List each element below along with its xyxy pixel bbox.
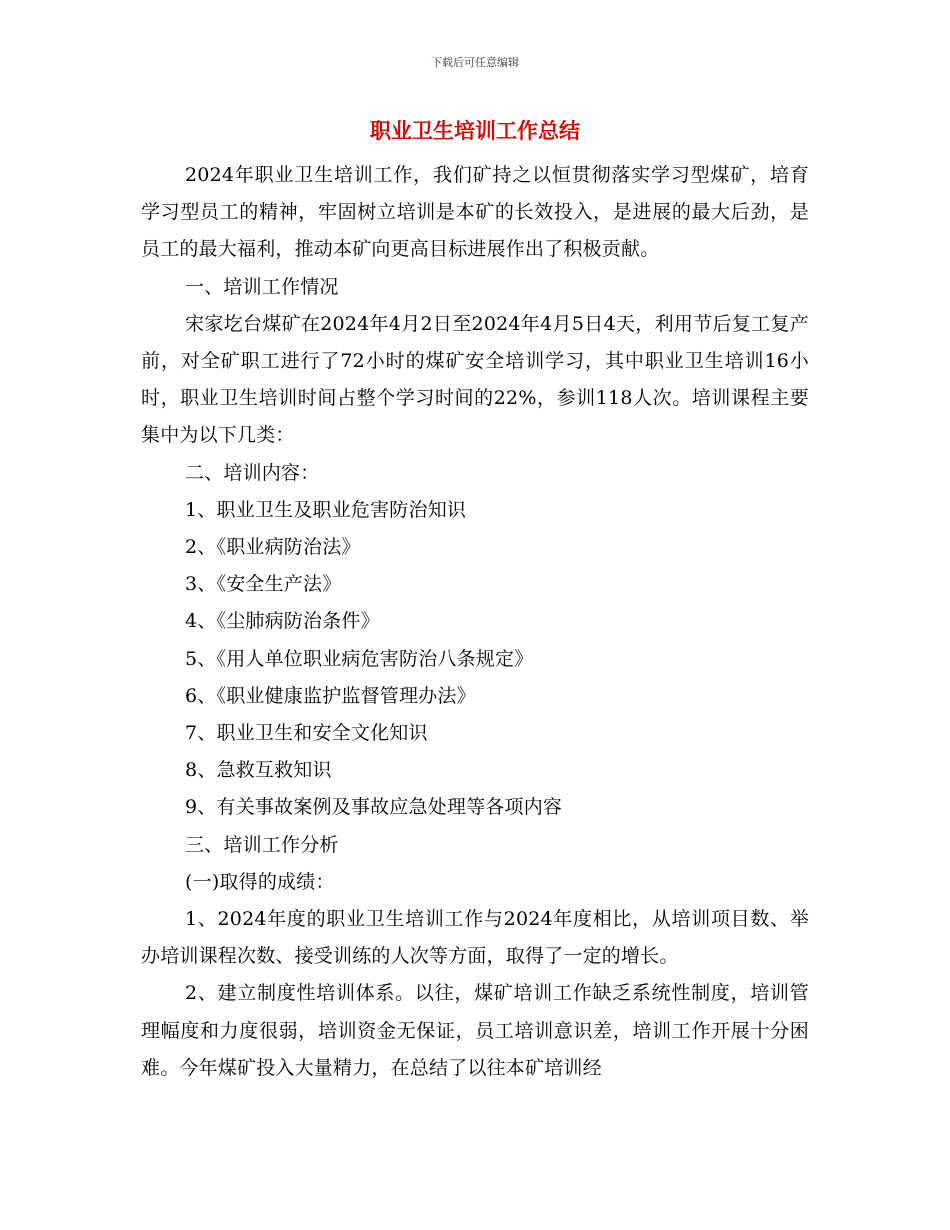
header-note: 下载后可任意编辑: [431, 56, 519, 69]
section-heading-2: 二、培训内容：: [185, 461, 320, 484]
paragraph-intro: 2024年职业卫生培训工作，我们矿持之以恒贯彻落实学习型煤矿，培育学习型员工的精神，牢固树立培训是本矿的长效投入，是进展的最大后劲，是员工的最大福利，推动本矿向更高目标进展作出了积极贡献。: [141, 164, 809, 261]
paragraph-achievement-1: 1、2024年度的职业卫生培训工作与2024年度相比，从培训项目数、举办培训课程次数、接受训练的人次等方面，取得了一定的增长。: [141, 908, 809, 968]
paragraph-training-status: 宋家圪台煤矿在2024年4月2日至2024年4月5日4天，利用节后复工复产前，对全矿职工进行了72小时的煤矿安全培训学习，其中职业卫生培训16小时，职业卫生培训时间占整个学习时间的22%，参训118人次。培训课程主要集中为以下几类：: [141, 312, 809, 447]
list-item: 4、《尘肺病防治条件》: [185, 610, 380, 633]
list-item: 3、《安全生产法》: [185, 573, 342, 596]
list-item: 8、急救互救知识: [185, 759, 332, 782]
list-item: 2、《职业病防治法》: [185, 536, 361, 559]
section-heading-1: 一、培训工作情况: [185, 275, 339, 298]
list-item: 7、职业卫生和安全文化知识: [185, 722, 428, 745]
document-body: [141, 157, 809, 1087]
list-item: 6、《职业健康监护监督管理办法》: [185, 684, 476, 707]
document-title: 职业卫生培训工作总结: [370, 119, 580, 143]
paragraph-achievement-2: 2、建立制度性培训体系。以往，煤矿培训工作缺乏系统性制度，培训管理幅度和力度很弱，培训资金无保证，员工培训意识差，培训工作开展十分困难。今年煤矿投入大量精力，在总结了以往本矿培训经: [141, 982, 809, 1079]
list-item: 5、《用人单位职业病危害防治八条规定》: [185, 647, 534, 670]
section-heading-3: 三、培训工作分析: [185, 833, 339, 856]
list-item: 1、职业卫生及职业危害防治知识: [185, 498, 467, 521]
list-item: 9、有关事故案例及事故应急处理等各项内容: [185, 796, 563, 819]
subsection-heading: (一)取得的成绩：: [185, 870, 335, 893]
